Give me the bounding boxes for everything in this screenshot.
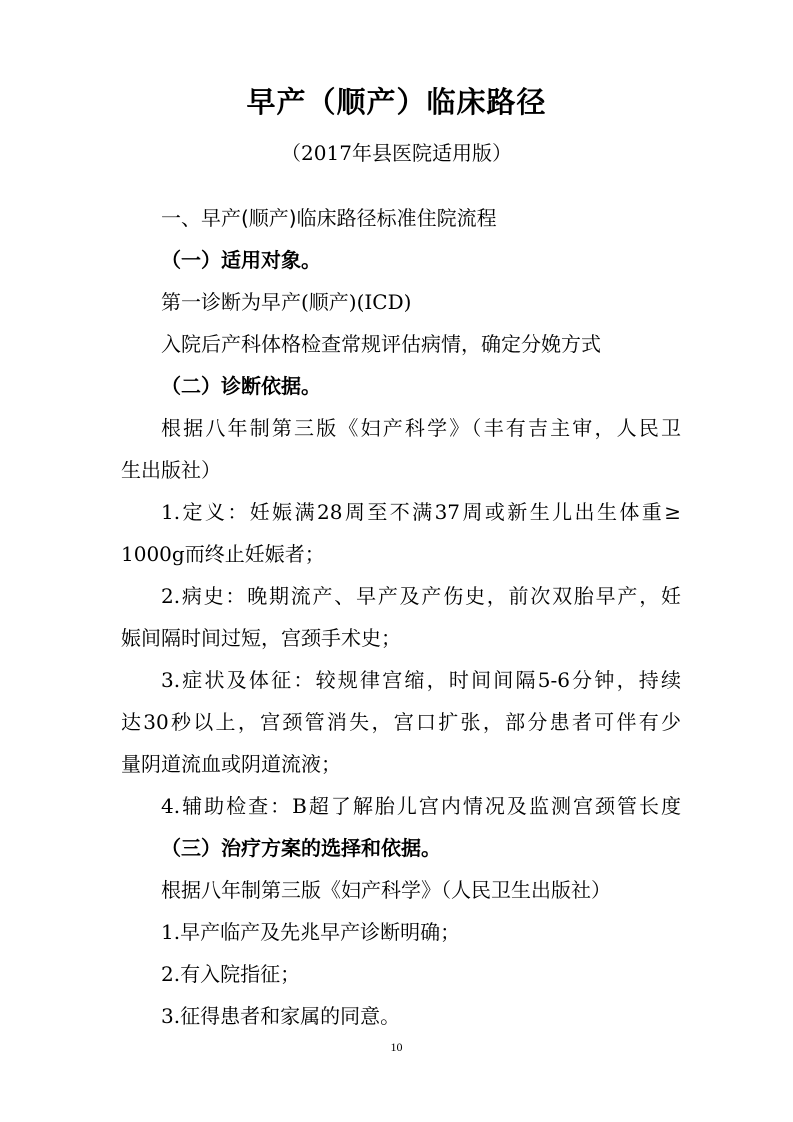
list-item-line: 3.征得患者和家属的同意。	[161, 1004, 401, 1028]
list-item-line: 1.定义：妊娠满28周至不满37周或新生儿出生体重≥	[161, 500, 681, 524]
subsection-heading-applicable: （一）适用对象。	[161, 248, 321, 272]
paragraph-line: 根据八年制第三版《妇产科学》（丰有吉主审，人民卫	[161, 416, 681, 440]
list-item-line: 2.病史：晚期流产、早产及产伤史，前次双胎早产，妊	[161, 584, 681, 608]
list-item-line: 1000g而终止妊娠者；	[121, 542, 325, 566]
list-item-line: 达30秒以上，宫颈管消失，宫口扩张，部分患者可伴有少	[121, 710, 681, 734]
list-item-line: 娠间隔时间过短，宫颈手术史；	[121, 626, 401, 650]
paragraph-line: 生出版社）	[121, 458, 221, 482]
paragraph-line: 根据八年制第三版《妇产科学》（人民卫生出版社）	[161, 878, 611, 902]
list-item-line: 量阴道流血或阴道流液；	[121, 752, 341, 776]
subsection-heading-diagnosis: （二）诊断依据。	[161, 374, 321, 398]
page-title: 早产（顺产）临床路径	[246, 85, 547, 119]
paragraph-line: 入院后产科体格检查常规评估病情，确定分娩方式	[161, 332, 601, 356]
subsection-heading-treatment: （三）治疗方案的选择和依据。	[161, 836, 441, 860]
page-subtitle: （2017年县医院适用版）	[281, 141, 512, 165]
list-item-line: 2.有入院指征；	[161, 962, 301, 986]
paragraph-line: 第一诊断为早产(顺产)(ICD)	[161, 290, 412, 314]
page-number: 10	[390, 1040, 403, 1054]
list-item-line: 4.辅助检查：B超了解胎儿宫内情况及监测宫颈管长度	[161, 794, 681, 818]
section-heading: 一、早产(顺产)临床路径标准住院流程	[161, 206, 497, 230]
document-body	[121, 197, 681, 1037]
list-item-line: 1.早产临产及先兆早产诊断明确；	[161, 920, 461, 944]
list-item-line: 3.症状及体征：较规律宫缩，时间间隔5-6分钟，持续	[161, 668, 681, 692]
